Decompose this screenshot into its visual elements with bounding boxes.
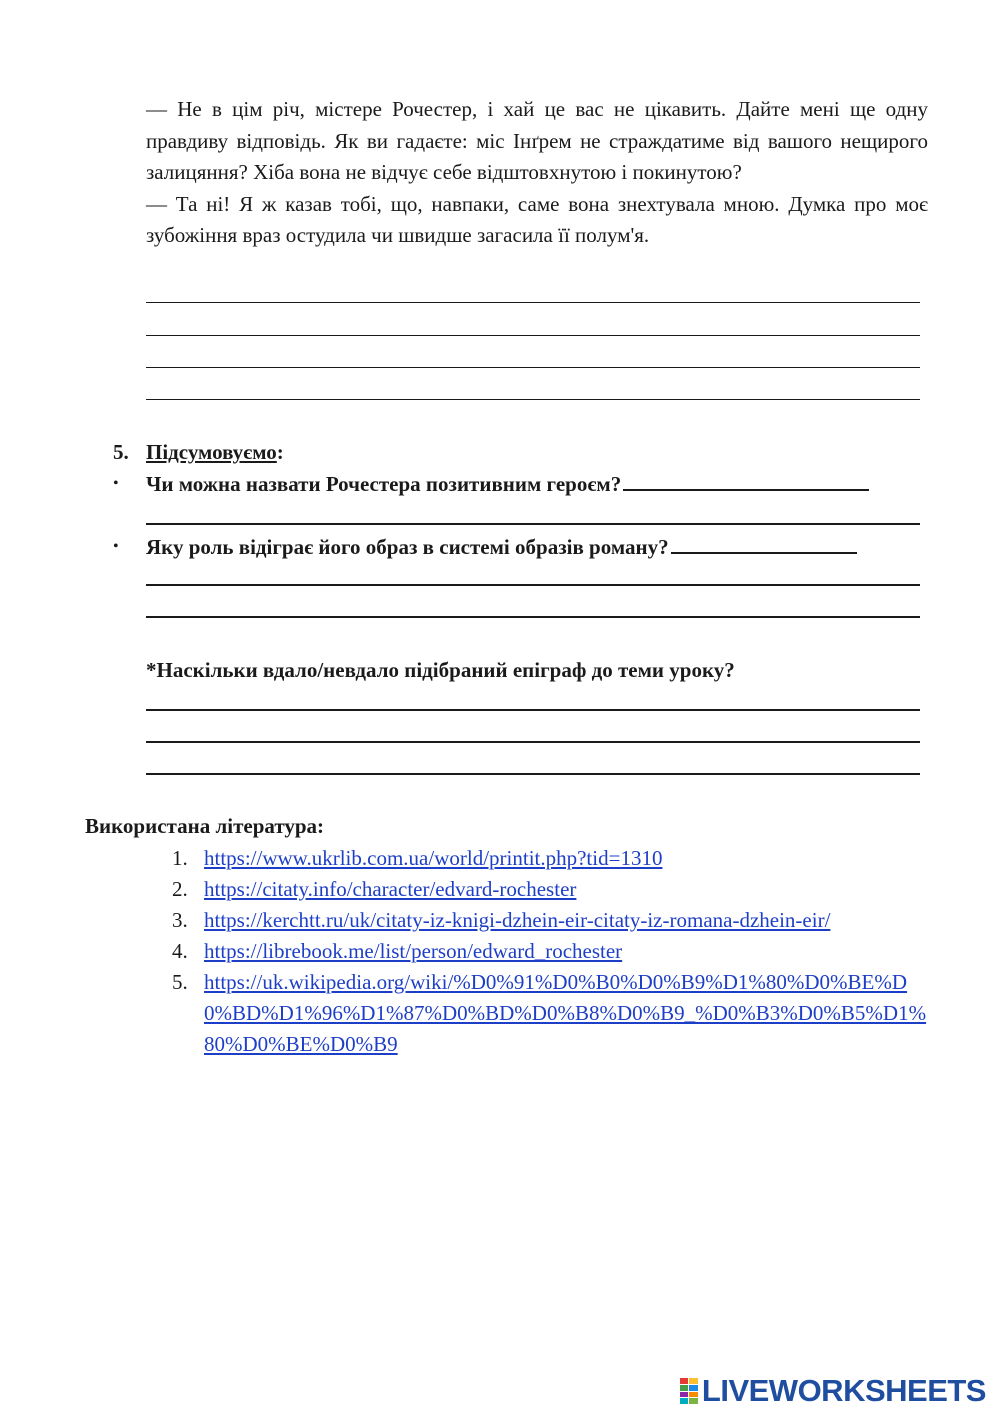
logo-mark-icon [680, 1378, 698, 1404]
answer-line[interactable] [146, 709, 920, 711]
reference-item [172, 967, 928, 1060]
reference-number: 3. [172, 908, 188, 932]
answer-blank[interactable] [623, 473, 869, 491]
references-list [172, 843, 928, 1060]
reference-number: 2. [172, 877, 188, 901]
answer-line[interactable] [146, 616, 920, 618]
reference-item [172, 905, 928, 936]
bullet-icon: • [113, 538, 119, 555]
reference-link[interactable]: https://librebook.me/list/person/edward_rochester [204, 939, 623, 963]
question-2-text: Яку роль відіграє його образ в системі образів роману? [146, 535, 669, 559]
answer-blank[interactable] [671, 536, 857, 554]
reference-link[interactable]: https://citaty.info/character/edvard-rochester [204, 877, 577, 901]
bullet-icon: • [113, 475, 119, 492]
answer-line[interactable] [146, 335, 920, 336]
answer-line[interactable] [146, 773, 920, 775]
reference-link[interactable]: https://uk.wikipedia.org/wiki/%D0%91%D0%B0%D0%B9%D1%80%D0%BE%D0%BD%D1%96%D1%87%D0%BD%D0%B8%D0%B9_%D0%B3%D0%B5%D1%80%D0%BE%D0%B9 [204, 970, 927, 1056]
logo-text: LIVEWORKSHEETS [701, 1373, 986, 1408]
section-title [146, 439, 284, 465]
question-1 [146, 471, 869, 497]
passage [146, 94, 928, 252]
answer-line[interactable] [146, 584, 920, 586]
reference-number: 5. [172, 970, 188, 994]
question-2 [146, 534, 857, 560]
section-title-colon: : [276, 440, 284, 464]
references-heading: Використана література: [85, 814, 325, 838]
answer-line[interactable] [146, 302, 920, 303]
reference-item [172, 843, 928, 874]
reference-item [172, 874, 928, 905]
section-number: 5. [113, 440, 129, 464]
reference-link[interactable]: https://kerchtt.ru/uk/citaty-iz-knigi-dzhein-eir-citaty-iz-romana-dzhein-eir/ [204, 908, 831, 932]
answer-line[interactable] [146, 741, 920, 743]
passage-paragraph: — Та ні! Я ж казав тобі, що, навпаки, саме вона знехтувала мною. Думка про моє зубожіння враз остудила чи швидше загасила її полум'я. [146, 191, 928, 247]
question-1-text: Чи можна назвати Рочестера позитивним героєм? [146, 472, 622, 496]
answer-line[interactable] [146, 523, 920, 525]
reference-item [172, 936, 928, 967]
epigraph-question: *Наскільки вдало/невдало підібраний епіграф до теми уроку? [146, 658, 735, 682]
answer-line[interactable] [146, 399, 920, 400]
reference-number: 1. [172, 846, 188, 870]
answer-line[interactable] [146, 367, 920, 368]
liveworksheets-logo [680, 1374, 986, 1408]
reference-number: 4. [172, 939, 188, 963]
passage-paragraph: — Не в цім річ, містере Рочестер, і хай це вас не цікавить. Дайте мені ще одну правдиву відповідь. Як ви гадаєте: міс Інґрем не страждатиме від вашого нещирого залицяння? Хіба вона не відчує себе відштовхнутою і покинутою? [146, 97, 928, 184]
section-title-text: Підсумовуємо [146, 440, 277, 464]
reference-link[interactable]: https://www.ukrlib.com.ua/world/printit.php?tid=1310 [204, 846, 663, 870]
